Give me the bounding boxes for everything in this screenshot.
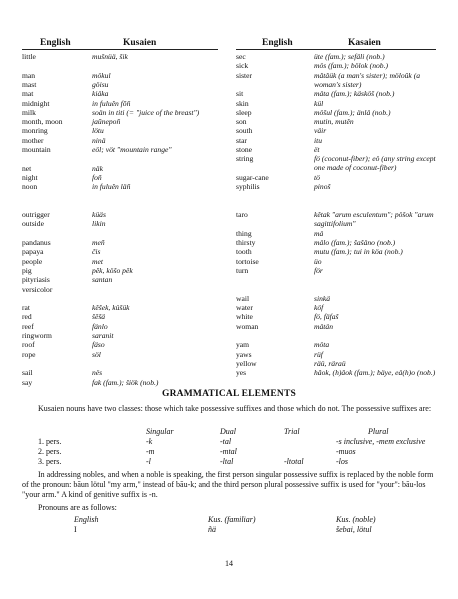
entry-english: white — [236, 312, 253, 322]
suffix-cell: -muos — [336, 447, 356, 456]
entry-kusaien: nës — [92, 368, 103, 378]
entry-kusaien: čis — [92, 247, 101, 257]
entry-kusaien: mätän — [314, 321, 333, 331]
right-header-rule — [236, 49, 436, 50]
entry-english: milk — [22, 107, 36, 117]
entry-kusaien: mös (fam.); bölok (nob.) — [314, 61, 389, 71]
pronoun-table — [22, 515, 436, 537]
entry-english: stone — [236, 145, 253, 154]
entry-kusaien: üte (fam.); sefäli (nob.) — [314, 52, 385, 61]
entry-english: syphilis — [236, 182, 260, 192]
entry-english: string — [236, 154, 254, 164]
suffix-cell: -los — [336, 457, 348, 466]
suffix-cell: -k — [146, 437, 153, 446]
entry-english: sleep — [236, 107, 252, 117]
entry-kusaien: soän in titi (= "juice of the breast") — [92, 107, 200, 117]
entry-kusaien: för — [314, 265, 323, 275]
entry-kusaien: rüf — [314, 349, 323, 359]
entry-english: sit — [236, 89, 244, 99]
entry-english: taro — [236, 210, 248, 220]
entry-english: star — [236, 135, 247, 145]
entry-english: reef — [22, 321, 34, 331]
suffix-header-singular: Singular — [146, 427, 174, 436]
suffix-cell: -ltal — [220, 457, 234, 466]
entry-english: yam — [236, 340, 250, 350]
suffix-cell: -tal — [220, 437, 232, 446]
entry-english: pityriasis — [22, 275, 50, 285]
entry-kusaien: fäso — [92, 340, 105, 350]
paragraph-nobles: In addressing nobles, and when a noble is speaking, the first person singular possessive suffix is replaced by the noble form of the pronoun: bāun lötul "my arm," instead of bāu-k; and the third person plural possessive suffix is used for "your": bāu-los "your arm." A kind of genitive suffix is -n. — [22, 470, 434, 499]
left-english-header: English — [40, 38, 71, 48]
entry-kusaien: köf — [314, 303, 324, 313]
entry-english: midnight — [22, 98, 50, 108]
entry-kusaien: ët — [314, 145, 320, 154]
entry-english: sister — [236, 70, 253, 80]
entry-english: pandanus — [22, 238, 51, 247]
right-english-header: English — [262, 38, 293, 48]
entry-english: yellow — [236, 358, 257, 368]
suffix-header-dual: Dual — [220, 427, 236, 436]
entry-english: wail — [236, 293, 250, 303]
entry-english: night — [22, 172, 38, 182]
entry-english: mountain — [22, 145, 51, 154]
pronoun-cell: ñä — [208, 525, 216, 534]
suffix-row-label: 3. pers. — [38, 457, 62, 466]
entry-kusaien: jaūnepoñ — [92, 117, 121, 127]
entry-kusaien: itu — [314, 135, 323, 145]
entry-kusaien: üo — [314, 256, 322, 266]
entry-kusaien: mušnüä, šik — [92, 52, 128, 61]
suffix-cell: -mtal — [220, 447, 237, 456]
entry-kusaien: väir — [314, 126, 327, 136]
pronoun-cell: šebai, lötul — [336, 525, 372, 534]
entry-kusaien: näk — [92, 163, 103, 173]
entry-kusaien: tö — [314, 172, 320, 182]
suffix-row-label: 2. pers. — [38, 447, 62, 456]
entry-kusaien: santan — [92, 275, 113, 285]
entry-kusaien: kiäka — [92, 89, 109, 99]
entry-kusaien: fänlo — [92, 321, 108, 331]
entry-english: man — [22, 70, 36, 80]
section-title: GRAMMATICAL ELEMENTS — [162, 389, 296, 399]
pronoun-header-noble: Kus. (noble) — [336, 515, 376, 524]
entry-english: versicolor — [22, 284, 53, 294]
entry-english: say — [22, 377, 33, 387]
entry-kusaien: šěšä — [92, 312, 106, 322]
entry-english: tortoise — [236, 256, 259, 266]
entry-english: south — [236, 126, 253, 136]
entry-english: people — [22, 256, 43, 266]
entry-english: outside — [22, 219, 44, 229]
suffix-row-label: 1. pers. — [38, 437, 62, 446]
page-number: 14 — [225, 559, 233, 568]
entry-kusaien: räü, räraü — [314, 358, 346, 368]
entry-english: net — [22, 163, 32, 173]
entry-kusaien: lötu — [92, 126, 104, 136]
entry-kusaien: saranit — [92, 331, 114, 340]
entry-english: thirsty — [236, 238, 256, 247]
entry-kusaien: pěk, köšo pěk — [92, 265, 133, 275]
entry-kusaien: küäs — [92, 210, 106, 220]
entry-kusaien: mǎtǎük (a man's sister); möloûk (a woman's sister) — [314, 70, 421, 89]
entry-english: outrigger — [22, 210, 50, 220]
entry-kusaien: in fuluěn fōñ — [92, 98, 131, 108]
pronoun-header-english: English — [74, 515, 99, 524]
entry-kusaien: söl — [92, 349, 101, 359]
entry-kusaien: mälo (fam.); šašäno (nob.) — [314, 238, 396, 247]
entry-english: thing — [236, 228, 252, 238]
entry-kusaien: in fuluěn läñ — [92, 182, 131, 192]
entry-english: woman — [236, 321, 259, 331]
entry-english: son — [236, 117, 247, 127]
suffix-cell: -s inclusive, -mem exclusive — [336, 437, 426, 446]
entry-english: monring — [22, 126, 48, 136]
entry-english: water — [236, 303, 253, 313]
entry-kusaien: mökul — [92, 70, 111, 80]
entry-kusaien: fak (fam.); šiök (nob.) — [92, 377, 159, 387]
suffix-header-trial: Trial — [284, 427, 300, 436]
entry-kusaien: möta — [314, 340, 330, 350]
entry-kusaien: ninä — [92, 135, 106, 145]
entry-english: turn — [236, 265, 249, 275]
entry-kusaien: mutin, mutěn — [314, 117, 354, 127]
entry-english: month, moon — [22, 117, 63, 127]
entry-kusaien: fö, fäfaš — [314, 312, 339, 322]
entry-english: red — [22, 312, 32, 322]
entry-kusaien: pinoš — [314, 182, 331, 192]
entry-kusaien: göisu — [92, 79, 109, 89]
entry-kusaien: möšul (fam.); änlä (nob.) — [314, 107, 391, 117]
entry-kusaien: mä — [314, 228, 324, 238]
entry-english: pig — [22, 265, 32, 275]
entry-english: papaya — [22, 247, 44, 257]
entry-english: noon — [22, 182, 38, 192]
entry-english: mast — [22, 79, 37, 89]
left-kusaien-header: Kusaien — [123, 38, 157, 48]
entry-english: roof — [22, 340, 35, 350]
entry-english: sugar-cane — [236, 172, 269, 182]
entry-english: mat — [22, 89, 34, 99]
entry-kusaien: kěšek, küšük — [92, 303, 130, 313]
suffix-cell: -l — [146, 457, 151, 466]
pronoun-header-familiar: Kus. (familiar) — [208, 515, 256, 524]
entry-english: mother — [22, 135, 44, 145]
entry-english: sick — [236, 61, 249, 71]
entry-kusaien: mäta (fam.); käsköš (nob.) — [314, 89, 395, 99]
left-header-rule — [22, 49, 218, 50]
entry-kusaien: foñ — [92, 172, 102, 182]
entry-english: tooth — [236, 247, 252, 257]
entry-english: rat — [22, 303, 31, 313]
entry-kusaien: mutu (fam.); tui in köa (nob.) — [314, 247, 403, 257]
paragraph-noun-classes: Kusaien nouns have two classes: those which take possessive suffixes and those which do not. The possessive suffixes are: — [38, 404, 432, 413]
paragraph-pronouns: Pronouns are as follows: — [38, 503, 117, 512]
entry-kusaien: hâok, (h)âok (fam.); bäye, eä(h)o (nob.) — [314, 368, 436, 378]
entry-kusaien: kětak "arum esculentum"; pöšok "arum sagittifolium" — [314, 210, 434, 229]
entry-english: yes — [236, 368, 247, 378]
suffix-header-plural: Plural — [368, 427, 389, 436]
entry-english: skin — [236, 98, 249, 108]
suffix-table — [22, 427, 436, 465]
entry-english: sail — [22, 368, 33, 378]
entry-english: ringworm — [22, 331, 52, 340]
entry-kusaien: meñ — [92, 238, 105, 247]
entry-english: sec — [236, 52, 246, 61]
suffix-cell: -m — [146, 447, 155, 456]
entry-english: yaws — [236, 349, 252, 359]
entry-kusaien: kül — [314, 98, 324, 108]
entry-kusaien: sinkä — [314, 293, 331, 303]
pronoun-cell: I — [74, 525, 77, 534]
entry-kusaien: met — [92, 256, 103, 266]
entry-english: rope — [22, 349, 36, 359]
entry-kusaien: likin — [92, 219, 106, 229]
entry-kusaien: eöl; vöt "mountain range" — [92, 145, 172, 154]
suffix-cell: -ltotal — [284, 457, 304, 466]
right-kusaien-header: Kasaien — [348, 38, 381, 48]
entry-english: little — [22, 52, 36, 61]
entry-kusaien: fö (coconut-fiber); eö (any string except one made of coconut-fiber) — [314, 154, 436, 173]
